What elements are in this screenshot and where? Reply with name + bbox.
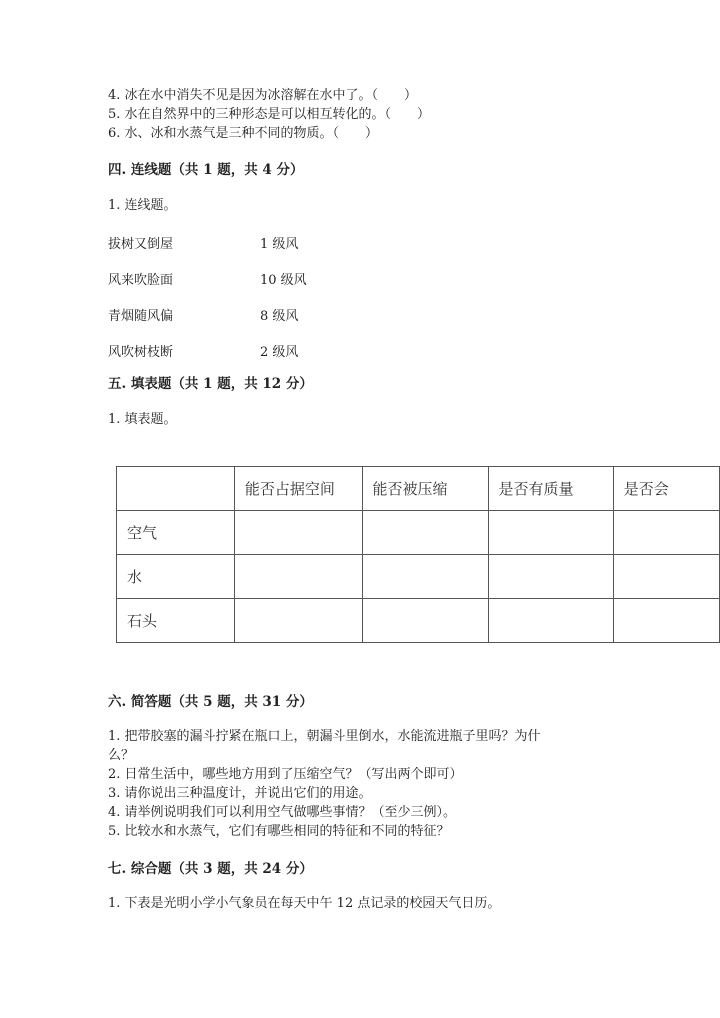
match-left-item: 风来吹脸面 <box>108 273 174 288</box>
table-answer-cell[interactable] <box>362 511 488 555</box>
table-row <box>117 555 720 599</box>
table-header-cell: 是否有质量 <box>488 467 613 511</box>
match-right-item: 8 级风 <box>260 309 299 324</box>
match-right-item: 1 级风 <box>260 237 299 252</box>
table-row <box>117 599 720 643</box>
tf-question-4: 4. 冰在水中消失不见是因为冰溶解在水中了。（ ） <box>108 88 418 103</box>
table-answer-cell[interactable] <box>488 555 613 599</box>
table-header-cell: 能否占据空间 <box>234 467 362 511</box>
table-header-cell <box>117 467 235 511</box>
table-header-cell: 能否被压缩 <box>362 467 488 511</box>
match-left-item: 风吹树枝断 <box>108 345 174 360</box>
section-4-heading: 四. 连线题（共 1 题，共 4 分） <box>108 162 304 178</box>
short-answer-question: 3. 请你说出三种温度计，并说出它们的用途。 <box>108 786 372 801</box>
table-answer-cell[interactable] <box>613 511 719 555</box>
table-answer-cell[interactable] <box>613 599 719 643</box>
table-answer-cell[interactable] <box>234 555 362 599</box>
short-answer-question: 4. 请举例说明我们可以利用空气做哪些事情？（至少三例）。 <box>108 805 457 820</box>
table-answer-cell[interactable] <box>613 555 719 599</box>
match-right-item: 2 级风 <box>260 345 299 360</box>
short-answer-question: 2. 日常生活中，哪些地方用到了压缩空气？（写出两个即可） <box>108 767 463 782</box>
table-answer-cell[interactable] <box>488 599 613 643</box>
table-header-cell: 是否会 <box>613 467 719 511</box>
short-answer-question: 1. 把带胶塞的漏斗拧紧在瓶口上，朝漏斗里倒水，水能流进瓶子里吗？为什 <box>108 729 541 744</box>
section-7-question: 1. 下表是光明小学小气象员在每天中午 12 点记录的校园天气日历。 <box>108 896 501 911</box>
table-answer-cell[interactable] <box>488 511 613 555</box>
table-answer-cell[interactable] <box>362 599 488 643</box>
table-row-label: 水 <box>117 555 235 599</box>
section-5-question: 1. 填表题。 <box>108 412 177 427</box>
table-row-label: 空气 <box>117 511 235 555</box>
section-7-heading: 七. 综合题（共 3 题，共 24 分） <box>108 861 313 877</box>
tf-question-6: 6. 水、冰和水蒸气是三种不同的物质。（ ） <box>108 126 379 141</box>
table-answer-cell[interactable] <box>234 599 362 643</box>
table-answer-cell[interactable] <box>362 555 488 599</box>
table-row <box>117 511 720 555</box>
tf-question-5: 5. 水在自然界中的三种形态是可以相互转化的。（ ） <box>108 107 431 122</box>
table-answer-cell[interactable] <box>234 511 362 555</box>
section-5-heading: 五. 填表题（共 1 题，共 12 分） <box>108 376 313 392</box>
short-answer-question: 5. 比较水和水蒸气，它们有哪些相同的特征和不同的特征？ <box>108 824 450 839</box>
table-row-label: 石头 <box>117 599 235 643</box>
section-6-heading: 六. 简答题（共 5 题，共 31 分） <box>108 694 313 710</box>
fill-table <box>116 466 720 643</box>
match-left-item: 拔树又倒屋 <box>108 237 174 252</box>
match-left-item: 青烟随风偏 <box>108 309 174 324</box>
short-answer-question-cont: 么？ <box>108 748 135 763</box>
match-right-item: 10 级风 <box>260 273 307 288</box>
section-4-question: 1. 连线题。 <box>108 198 177 213</box>
table-header-row <box>117 467 720 511</box>
